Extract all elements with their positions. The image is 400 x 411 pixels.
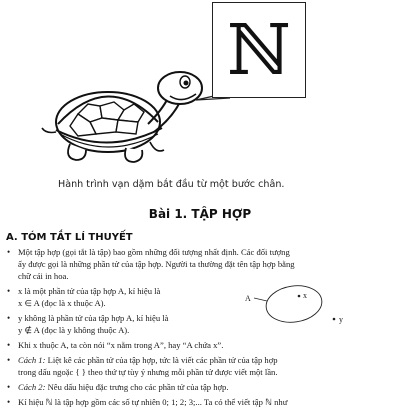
bullet-line — [18, 354, 394, 366]
set-label: A — [245, 294, 251, 303]
natural-numbers-symbol: ℕ — [227, 9, 291, 91]
method-lead: Cách 1: — [18, 355, 46, 365]
bullet-line: Kí hiệu ℕ là tập hợp gồm các số tự nhiên 0; 1; 2; 3;... Ta có thể viết tập ℕ như — [18, 397, 288, 407]
bullet-dot: • — [7, 397, 11, 407]
set-label-leader — [254, 298, 267, 301]
bullet-dot: • — [7, 340, 11, 350]
bullet-definition — [6, 246, 394, 282]
bullet-line — [18, 381, 394, 393]
bullet-line: ấy được gọi là những phần tử của tập hợp. Người ta thường đặt tên tập hợp bằng — [18, 259, 295, 269]
bullet-contains — [6, 339, 394, 351]
lesson-title: Bài 1. TẬP HỢP — [148, 207, 252, 221]
natural-numbers-symbol-box — [212, 2, 306, 98]
bullet-method-2 — [6, 381, 394, 393]
bullet-dot: • — [7, 355, 11, 365]
method-text: Liệt kê các phần tử của tập hợp, tức là viết các phần tử của tập hợp — [45, 355, 278, 365]
proverb-caption: Hành trình vạn dặm bắt đầu từ một bước chân. — [58, 179, 285, 190]
inside-point — [298, 295, 301, 298]
bullet-not-element-of — [6, 312, 226, 336]
bullet-line: x ∈ A (đọc là x thuộc A). — [18, 298, 106, 308]
bullet-line: trong dấu ngoặc { } theo thứ tự tùy ý nhưng mỗi phần tử được viết một lần. — [18, 367, 278, 377]
bullet-line: y không là phần tử của tập hợp A, kí hiệu là — [18, 313, 169, 323]
section-heading: A. TÓM TẮT LÍ THUYẾT — [6, 232, 133, 243]
bullet-line: chữ cái in hoa. — [18, 271, 69, 281]
bullet-line: y ∉ A (đọc là y không thuộc A). — [18, 325, 130, 335]
bullet-element-of — [6, 285, 226, 309]
bullet-natural-numbers — [6, 396, 394, 408]
bullet-line: Một tập hợp (gọi tắt là tập) bao gồm những đối tượng nhất định. Các đối tượng — [18, 247, 290, 257]
inside-point-label: x — [303, 291, 307, 300]
bullet-method-1 — [6, 354, 394, 378]
set-diagram — [240, 282, 360, 332]
bullet-line: Khi x thuộc A, ta còn nói “x nằm trong A”, hay “A chứa x”. — [18, 340, 224, 350]
bullet-dot: • — [7, 286, 11, 296]
bullet-dot: • — [7, 247, 11, 257]
bullet-dot: • — [7, 313, 11, 323]
bullet-line: x là một phần tử của tập hợp A, kí hiệu là — [18, 286, 161, 296]
method-text: Nêu dấu hiệu đặc trưng cho các phần tử của tập hợp. — [45, 382, 229, 392]
bullet-dot: • — [7, 382, 11, 392]
outside-point-label: y — [339, 315, 343, 324]
set-ellipse — [264, 282, 324, 325]
outside-point — [333, 318, 336, 321]
turtle-illustration — [30, 52, 230, 182]
method-lead: Cách 2: — [18, 382, 46, 392]
